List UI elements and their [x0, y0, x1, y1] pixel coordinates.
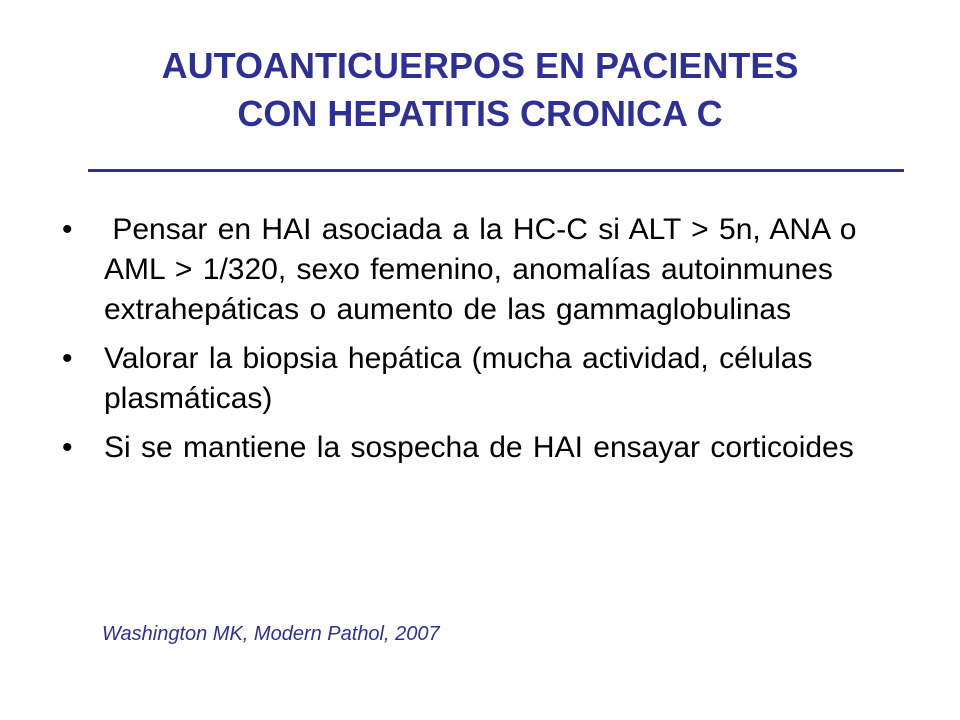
slide-title — [60, 42, 900, 138]
bullet-item-2 — [62, 339, 922, 419]
bullet-text-2: Valorar la biopsia hepática (mucha actividad, células plasmáticas) — [104, 342, 813, 415]
title-line-1: AUTOANTICUERPOS EN PACIENTES — [161, 45, 799, 86]
bullet-marker-icon: • — [62, 213, 73, 246]
citation: Washington MK, Modern Pathol, 2007 — [102, 623, 440, 645]
title-line-2: CON HEPATITIS CRONICA C — [237, 93, 723, 134]
bullet-text-3: Si se mantiene la sospecha de HAI ensayar corticoides — [104, 431, 854, 464]
bullet-item-1 — [62, 210, 922, 330]
bullet-marker-icon: • — [62, 342, 73, 375]
bullet-list — [62, 210, 922, 477]
bullet-marker-icon: • — [62, 431, 73, 464]
bullet-item-3 — [62, 428, 922, 468]
title-divider — [88, 169, 904, 172]
bullet-text-1: Pensar en HAI asociada a la HC-C si ALT > 5n, ANA o AML > 1/320, sexo femenino, anomalías autoinmunes extrahepáticas o aumento de las gammaglobulinas — [104, 213, 866, 326]
